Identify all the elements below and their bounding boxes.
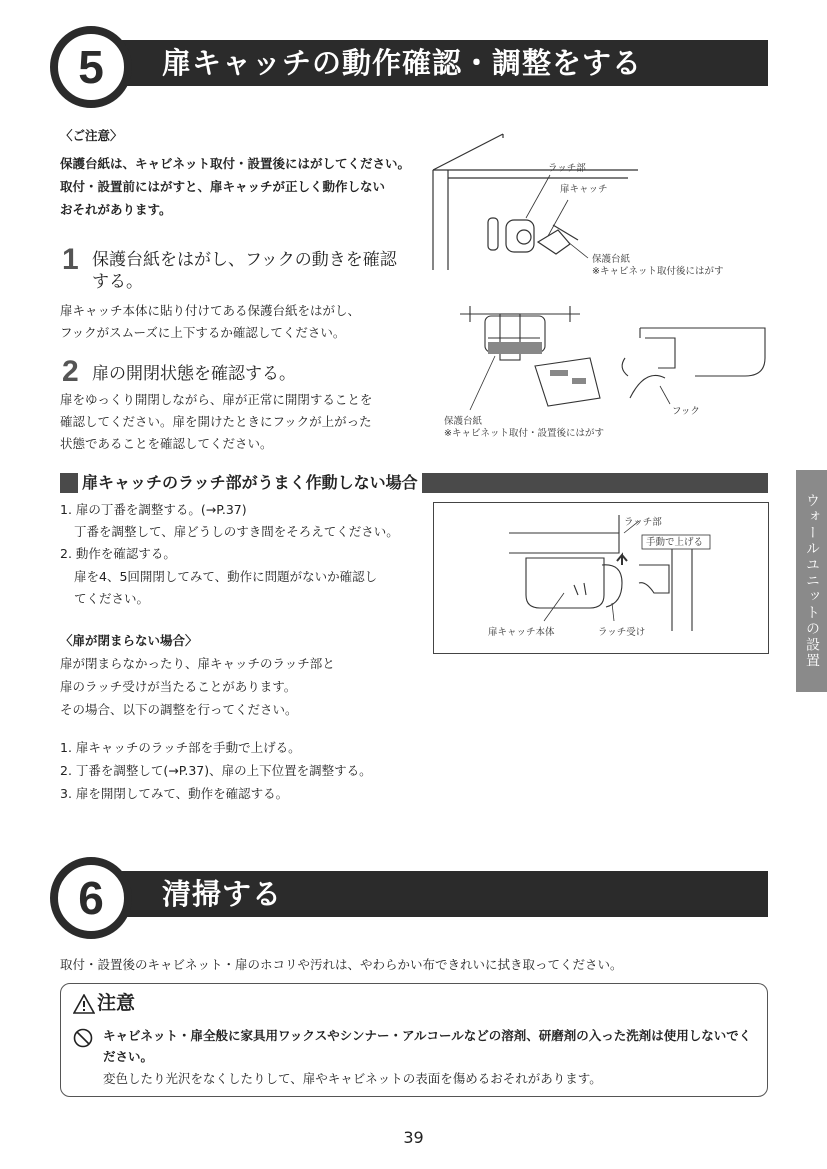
- figure-latch-box: [433, 502, 769, 654]
- caution-bold-line-2: ださい。: [103, 1049, 154, 1064]
- figure-1-label-latch: ラッチ部: [548, 163, 586, 174]
- caution-title: 注意: [97, 992, 136, 1014]
- caution-bold-line-1: キャビネット・扉全般に家具用ワックスやシンナー・アルコールなどの溶剤、研磨剤の入った洗剤は使用しないでく: [103, 1028, 752, 1043]
- caution-note: 変色したり光沢をなくしたりして、扉やキャビネットの表面を傷めるおそれがあります。: [103, 1071, 602, 1086]
- latch-step-2-detail-1: 扉を4、5回開閉してみて、動作に問題がないか確認し: [74, 569, 378, 584]
- figure-1-label-catch: 扉キャッチ: [560, 184, 608, 195]
- step-1-number: 1: [62, 243, 79, 276]
- caution-box: [60, 983, 768, 1097]
- figure-3-label-receiver: ラッチ受け: [598, 627, 646, 638]
- latch-subheading-title: 扉キャッチのラッチ部がうまく作動しない場合: [78, 473, 422, 493]
- door-not-closing-line-3: その場合、以下の調整を行ってください。: [60, 702, 298, 717]
- door-not-closing-heading: 〈扉が閉まらない場合〉: [60, 633, 198, 648]
- subheading-cap: [60, 473, 78, 493]
- figure-paper-and-hook-illustration: [440, 298, 770, 418]
- section-5-number-badge: 5: [50, 26, 132, 108]
- figure-2-label-paper-note: ※キャビネット取付・設置後にはがす: [444, 428, 604, 439]
- step-2-body-line-3: 状態であることを確認してください。: [60, 436, 273, 451]
- latch-subheading-bar: [60, 473, 768, 493]
- notice-line-3: おそれがあります。: [60, 202, 172, 217]
- step-2-title: 扉の開閉状態を確認する。: [92, 364, 296, 384]
- section-6-title: 清掃する: [162, 877, 283, 911]
- figure-2-label-paper: 保護台紙: [444, 416, 483, 427]
- door-not-closing-line-2: 扉のラッチ受けが当たることがあります。: [60, 679, 297, 694]
- side-tab-wall-unit: ウォールユニットの設置: [796, 470, 827, 692]
- notice-heading: 〈ご注意〉: [60, 128, 123, 143]
- figure-3-label-manual: 手動で上げる: [646, 537, 704, 548]
- section-6-body: 取付・設置後のキャビネット・扉のホコリや汚れは、やわらかい布できれいに拭き取ってください。: [60, 957, 623, 972]
- step-1-body-line-2: フックがスムーズに上下するか確認してください。: [60, 325, 346, 340]
- latch-step-1: 1. 扉の丁番を調整する。(→P.37): [60, 502, 247, 517]
- step-2-body-line-2: 確認してください。扉を開けたときにフックが上がった: [60, 414, 372, 429]
- section-6-number-badge: 6: [50, 857, 132, 939]
- warning-triangle-icon: [73, 994, 95, 1014]
- step-2-body-line-1: 扉をゆっくり開閉しながら、扉が正常に開閉することを: [60, 392, 373, 407]
- latch-step-1-detail: 丁番を調整して、扉どうしのすき間をそろえてください。: [74, 524, 399, 539]
- figure-3-label-body: 扉キャッチ本体: [488, 627, 555, 638]
- door-not-closing-step-2: 2. 丁番を調整して(→P.37)、扉の上下位置を調整する。: [60, 763, 372, 778]
- latch-step-2-detail-2: てください。: [74, 591, 150, 606]
- step-1-body-line-1: 扉キャッチ本体に貼り付けてある保護台紙をはがし、: [60, 303, 361, 318]
- step-1-title-line-2: する。: [92, 272, 143, 292]
- step-1-title-line-1: 保護台紙をはがし、フックの動きを確認: [92, 250, 397, 270]
- figure-1-label-paper-note: ※キャビネット取付後にはがす: [592, 266, 724, 277]
- door-not-closing-step-3: 3. 扉を開閉してみて、動作を確認する。: [60, 786, 289, 801]
- page-number: 39: [403, 1128, 424, 1147]
- door-not-closing-line-1: 扉が閉まらなかったり、扉キャッチのラッチ部と: [60, 656, 335, 671]
- step-2-number: 2: [62, 355, 79, 388]
- door-not-closing-step-1: 1. 扉キャッチのラッチ部を手動で上げる。: [60, 740, 301, 755]
- notice-line-1: 保護台紙は、キャビネット取付・設置後にはがしてください。: [60, 156, 411, 171]
- latch-step-2: 2. 動作を確認する。: [60, 546, 176, 561]
- figure-2-label-hook: フック: [672, 406, 700, 417]
- prohibited-icon: [73, 1028, 93, 1048]
- section-5-title: 扉キャッチの動作確認・調整をする: [162, 46, 643, 80]
- figure-1-label-paper: 保護台紙: [592, 254, 631, 265]
- figure-3-label-latch: ラッチ部: [624, 517, 662, 528]
- notice-line-2: 取付・設置前にはがすと、扉キャッチが正しく動作しない: [60, 179, 386, 194]
